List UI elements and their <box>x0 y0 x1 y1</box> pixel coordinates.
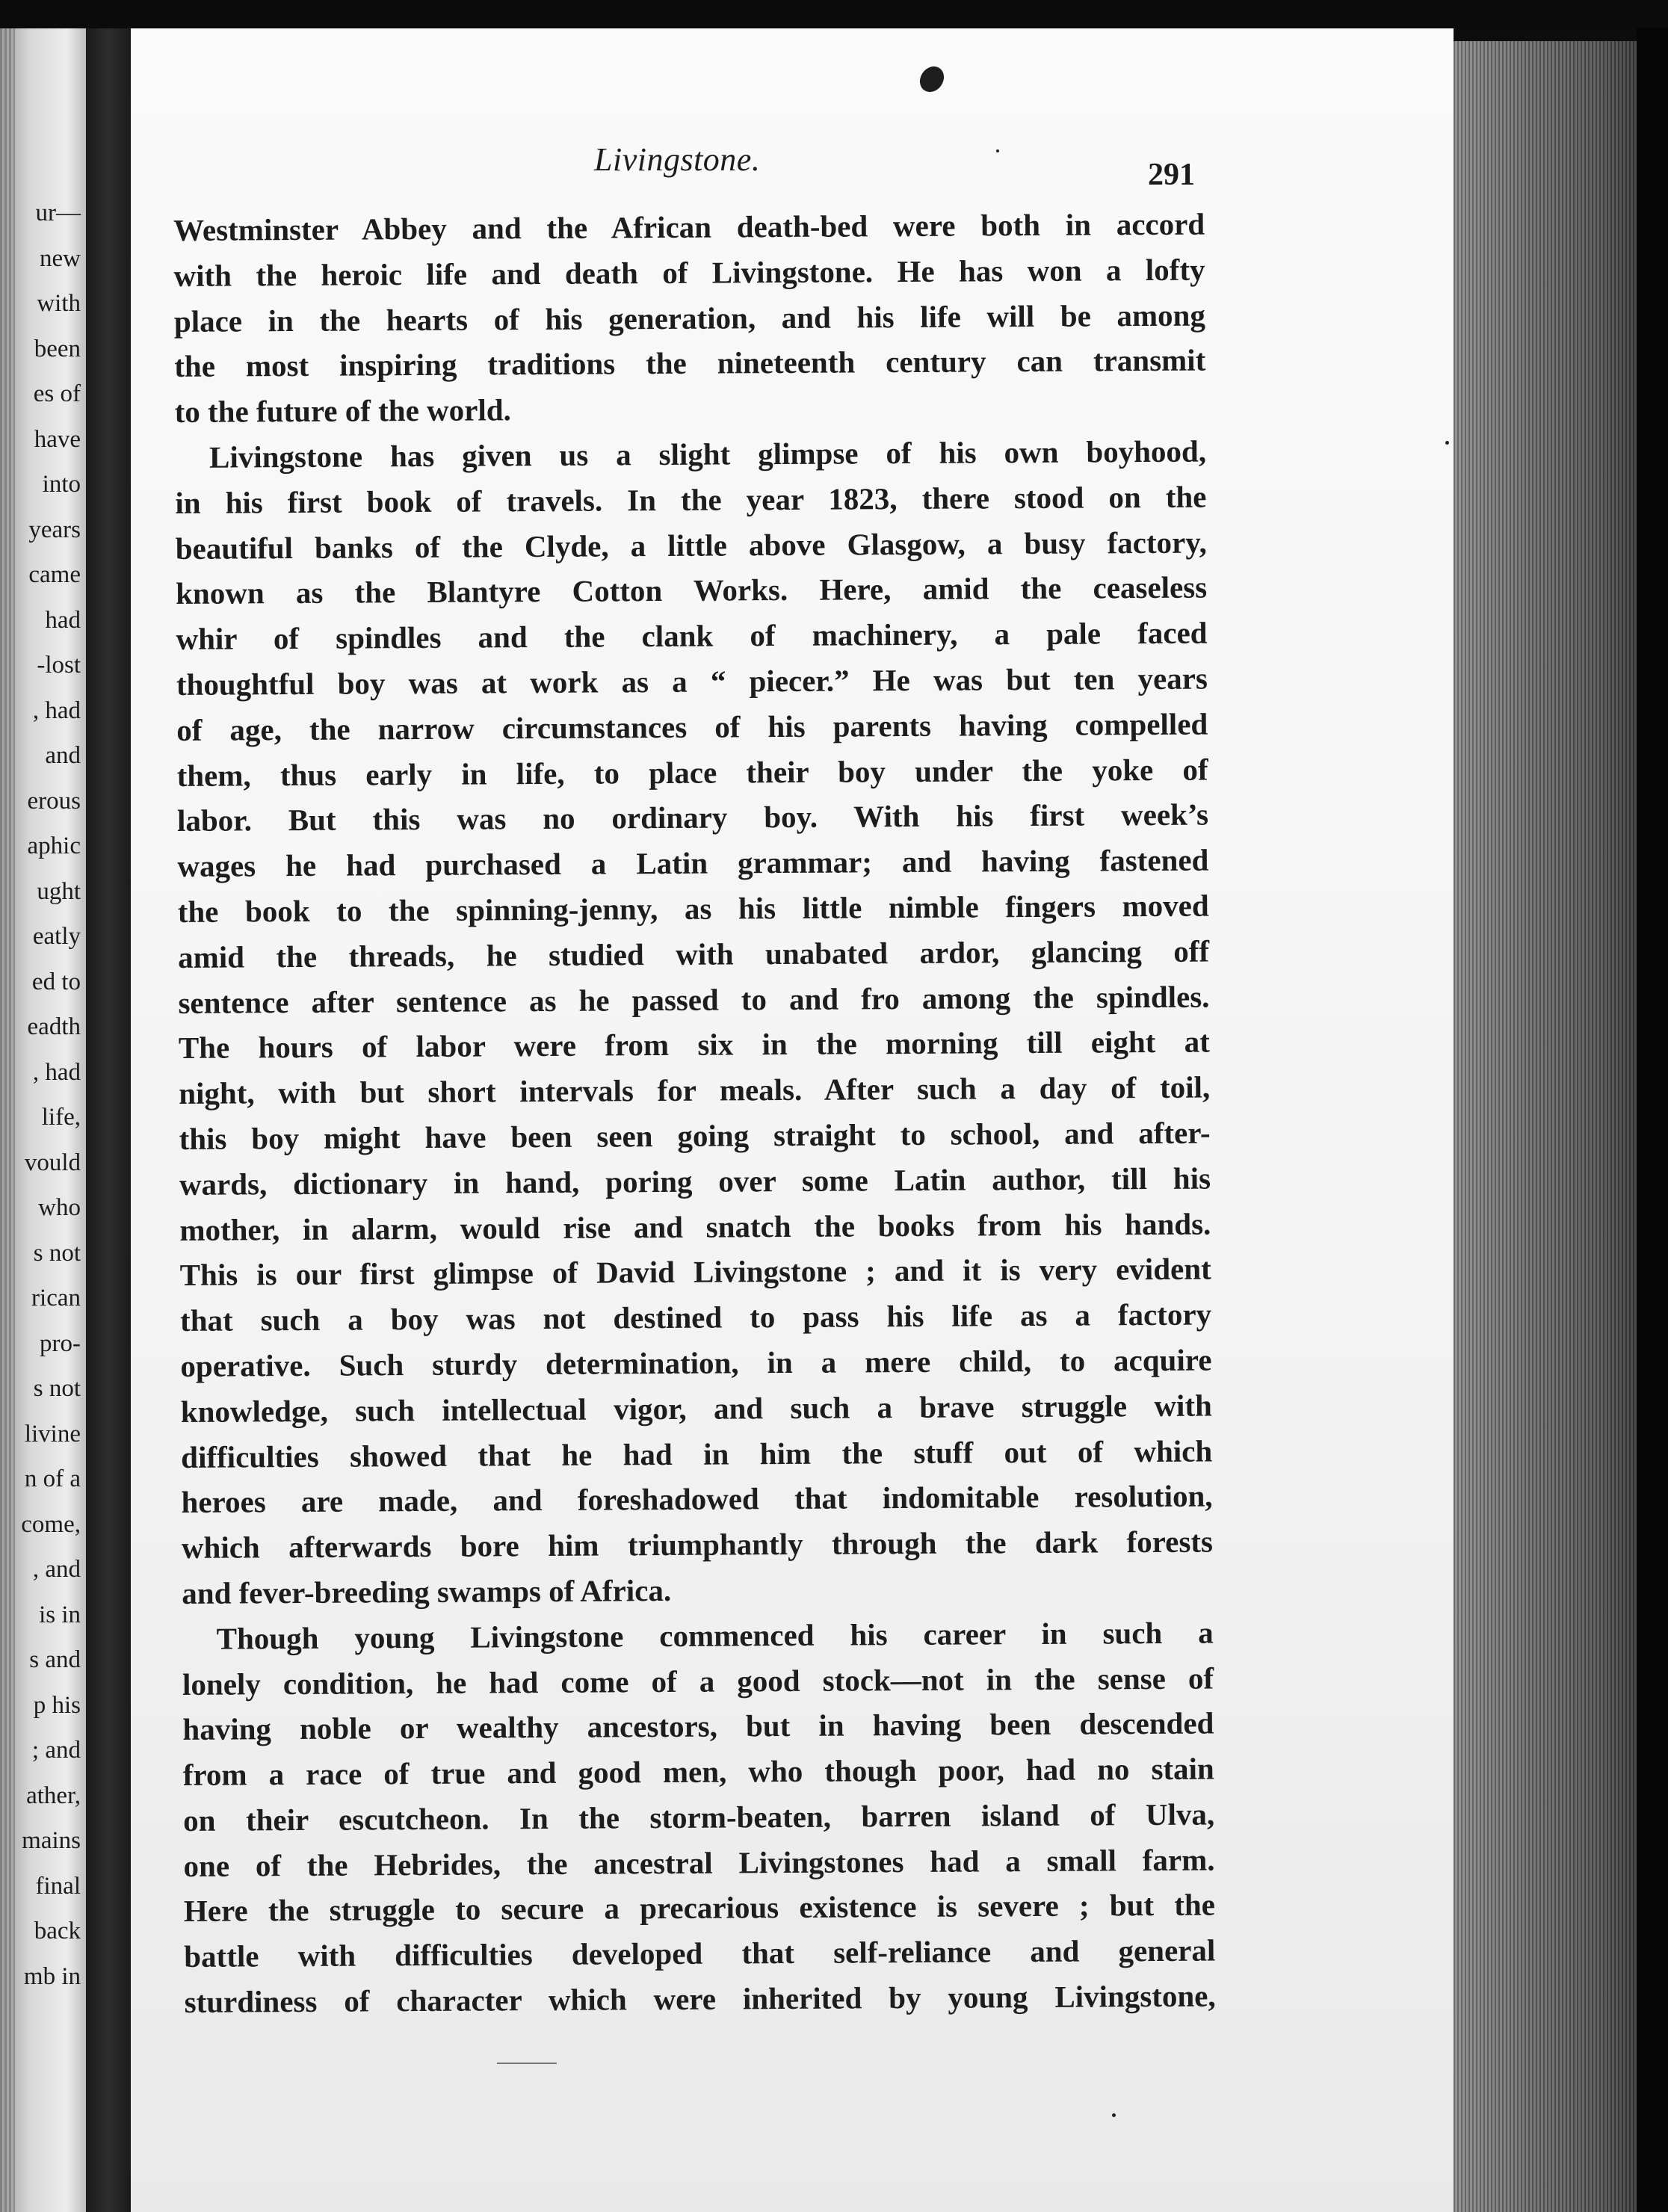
dust-speck <box>1112 2113 1116 2117</box>
left-page-fragment: vould <box>24 1149 81 1176</box>
text-line: them, thus early in life, to place their boy under the yoke of <box>176 752 1208 793</box>
text-line: this boy might have been seen going straight to school, and after- <box>179 1115 1211 1156</box>
text-line: wards, dictionary in hand, poring over some Latin author, till his <box>179 1161 1211 1202</box>
text-line: and fever-breeding swamps of Africa. <box>182 1572 672 1610</box>
text-line: that such a boy was not destined to pass his life as a factory <box>179 1297 1212 1338</box>
left-page-fragment: es of <box>33 380 81 407</box>
dust-speck <box>1445 441 1449 445</box>
text-line: heroes are made, and foreshadowed that indomitable resolution, <box>181 1478 1213 1520</box>
left-page-fragment: who <box>38 1194 81 1221</box>
left-page-fragment: ather, <box>26 1782 81 1809</box>
left-page-fragment: , and <box>32 1556 81 1583</box>
page-block-edge <box>1454 41 1637 2212</box>
text-line: with the heroic life and death of Livingstone. He has won a lofty <box>173 252 1205 293</box>
text-line: Livingstone has given us a slight glimpse of his own boyhood, <box>208 433 1207 475</box>
left-page-fragment: ur— <box>35 200 81 226</box>
text-line: on their escutcheon. In the storm-beaten, barren island of Ulva, <box>183 1797 1215 1838</box>
scan-border-right <box>1637 0 1668 2212</box>
left-page-fragment: ught <box>37 877 81 905</box>
left-page-fragment: , had <box>32 696 81 724</box>
left-page-fragment: rican <box>31 1285 81 1312</box>
text-line: night, with but short intervals for meals. After such a day of toil, <box>179 1069 1211 1111</box>
left-page-text-fragments <box>0 191 81 1999</box>
text-line: from a race of true and good men, who though poor, had no stain <box>182 1751 1214 1793</box>
left-page-fragment: n of a <box>24 1465 81 1492</box>
text-line: the book to the spinning-jenny, as his little nimble fingers moved <box>177 888 1209 929</box>
text-line: the most inspiring traditions the nineteenth century can transmit <box>174 342 1206 384</box>
left-page-fragment: ed to <box>31 968 81 995</box>
left-page-fragment: had <box>45 606 81 634</box>
text-line: beautiful banks of the Clyde, a little above Glasgow, a busy factory, <box>175 525 1207 566</box>
left-page-fragment: into <box>42 471 81 498</box>
left-page-fragment: s not <box>33 1239 81 1267</box>
left-page-fragment: ; and <box>31 1737 81 1764</box>
text-line: one of the Hebrides, the ancestral Livingstones had a small farm. <box>183 1842 1215 1883</box>
left-page-fragment: final <box>35 1872 81 1900</box>
text-line: labor. But this was no ordinary boy. With his first week’s <box>176 797 1209 838</box>
left-page-fragment: aphic <box>27 832 81 859</box>
left-page-fragment: s not <box>33 1375 81 1402</box>
text-line: place in the hearts of his generation, and his life will be among <box>173 297 1206 339</box>
text-line: Though young Livingstone commenced his career in such a <box>216 1615 1214 1656</box>
body-text <box>173 202 1216 2025</box>
left-facing-page <box>0 0 86 2212</box>
text-line: battle with difficulties developed that self-reliance and general <box>184 1933 1216 1974</box>
left-page-fragment: -lost <box>37 652 81 679</box>
left-page-fragment: pro- <box>40 1329 81 1357</box>
left-page-fragment: eadth <box>27 1013 81 1040</box>
left-page-fragment: mains <box>22 1827 81 1854</box>
text-line: amid the threads, he studied with unabated ardor, glancing off <box>177 933 1210 974</box>
text-line: mother, in alarm, would rise and snatch the books from his hands. <box>179 1206 1211 1247</box>
pencil-mark <box>497 2063 557 2064</box>
left-page-fragment: , had <box>32 1058 81 1086</box>
left-page-fragment: have <box>34 425 81 453</box>
left-page-fragment: s and <box>29 1646 81 1673</box>
left-page-fragment: erous <box>27 787 81 815</box>
text-line: sturdiness of character which were inherited by young Livingstone, <box>184 1978 1216 2020</box>
text-line: Westminster Abbey and the African death-bed were both in accord <box>173 206 1205 247</box>
text-line: known as the Blantyre Cotton Works. Here, amid the ceaseless <box>176 569 1208 611</box>
left-page-fragment: years <box>28 516 81 543</box>
text-line: sentence after sentence as he passed to and fro among the spindles. <box>178 979 1210 1020</box>
text-line: whir of spindles and the clank of machinery, a pale faced <box>176 615 1208 657</box>
page-number: 291 <box>1148 158 1195 192</box>
text-line: operative. Such sturdy determination, in a mere child, to acquire <box>180 1342 1212 1383</box>
text-line: knowledge, such intellectual vigor, and such a brave struggle with <box>180 1388 1212 1429</box>
text-line: of age, the narrow circumstances of his parents having compelled <box>176 706 1208 747</box>
text-line: difficulties showed that he had in him the stuff out of which <box>181 1433 1213 1474</box>
left-page-fragment: and <box>45 742 81 769</box>
text-line: lonely condition, he had come of a good stock—not in the sense of <box>182 1660 1214 1702</box>
left-page-fragment: new <box>40 244 81 272</box>
left-page-fragment: came <box>28 561 81 588</box>
book-gutter <box>86 0 131 2212</box>
text-line: Here the struggle to secure a precarious existence is severe ; but the <box>183 1888 1216 1929</box>
left-page-fragment: come, <box>21 1510 81 1538</box>
left-page-fragment: mb in <box>23 1962 81 1990</box>
text-line: which afterwards bore him triumphantly through the dark forests <box>181 1524 1214 1566</box>
left-page-fragment: eatly <box>32 923 81 950</box>
left-page-fragment: with <box>37 290 81 317</box>
left-page-fragment: p his <box>33 1691 81 1719</box>
text-line: having noble or wealthy ancestors, but in having been descended <box>182 1705 1214 1747</box>
text-line: in his first book of travels. In the year 1823, there stood on the <box>175 479 1207 520</box>
left-page-fragment: livine <box>24 1420 81 1448</box>
text-line: wages he had purchased a Latin grammar; and having fastened <box>177 842 1209 884</box>
left-page-fragment: back <box>34 1918 81 1944</box>
text-line: This is our first glimpse of David Livingstone ; and it is very evident <box>179 1251 1211 1293</box>
text-line: thoughtful boy was at work as a “ piecer.” He was but ten years <box>176 661 1208 702</box>
text-line: The hours of labor were from six in the morning till eight at <box>178 1024 1210 1066</box>
text-line: to the future of the world. <box>174 392 511 430</box>
left-page-fragment: life, <box>41 1104 81 1131</box>
dust-speck <box>996 149 999 152</box>
left-page-fragment: is in <box>39 1601 81 1628</box>
scan-border-top <box>0 0 1668 28</box>
running-header: Livingstone. <box>594 141 761 178</box>
left-page-fragment: been <box>34 335 81 362</box>
